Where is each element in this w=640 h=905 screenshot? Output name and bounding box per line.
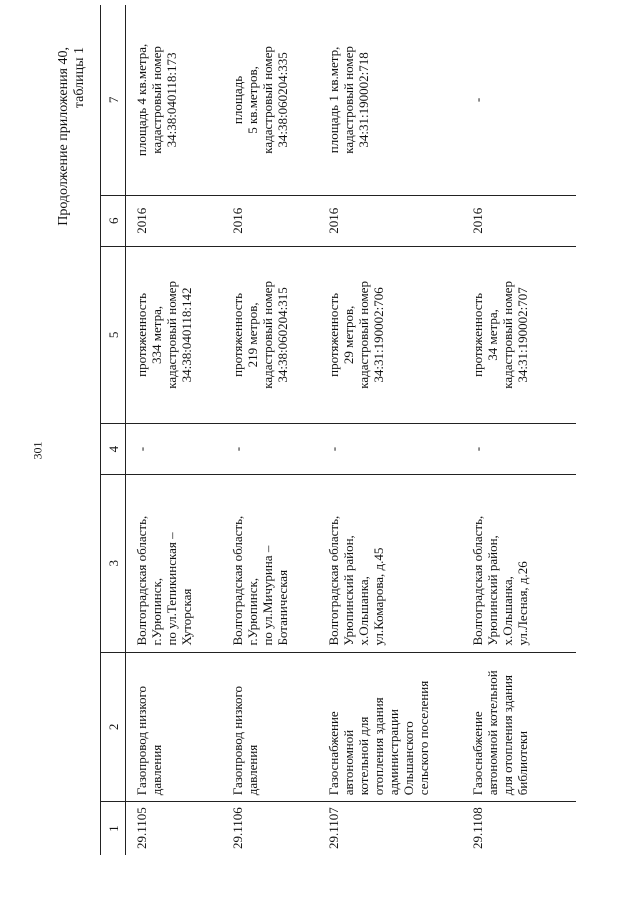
- column-header: 5: [101, 246, 126, 424]
- cell-area: -: [462, 5, 576, 195]
- cell-length: протяженность 29 метров, кадастровый номер 34:31:190002:706: [318, 246, 462, 424]
- cell-number: 29.1105: [134, 807, 149, 849]
- caption-line-1: Продолжение приложения 40,: [56, 47, 71, 226]
- column-header: 1: [101, 802, 126, 855]
- table-row: [222, 5, 318, 855]
- page-number: 301: [30, 441, 45, 460]
- cell-col4: -: [126, 424, 223, 475]
- cell-name: Газоснабжение автономной котельной для отопления здания администрации Ольшанского сельского поселения: [318, 652, 462, 802]
- cell-address: Волгоградская область, г.Урюпинск, по ул.Тепикинская – Хуторская: [126, 474, 223, 652]
- table-row: [126, 5, 223, 855]
- caption-line-2: таблицы 1: [72, 47, 87, 109]
- cell-col4: -: [318, 424, 462, 475]
- document-table: [100, 5, 576, 855]
- cell-year: 2016: [318, 195, 462, 246]
- cell-year: 2016: [462, 195, 576, 246]
- cell-length: протяженность 34 метра, кадастровый номер 34:31:190002:707: [462, 246, 576, 424]
- column-header: 6: [101, 195, 126, 246]
- cell-col4: -: [462, 424, 576, 475]
- column-header: 3: [101, 474, 126, 652]
- cell-number: 29.1107: [326, 807, 341, 849]
- cell-area: площадь 1 кв.метр, кадастровый номер 34:31:190002:718: [318, 5, 462, 195]
- cell-address: Волгоградская область, г.Урюпинск, по ул.Мичурина – Ботаническая: [222, 474, 318, 652]
- cell-name: Газопровод низкого давления: [222, 652, 318, 802]
- header-row: [101, 5, 126, 855]
- table-caption: [56, 47, 88, 226]
- cell-length: протяженность 334 метра, кадастровый номер 34:38:040118:142: [126, 246, 223, 424]
- cell-name: Газоснабжение автономной котельной для отопления здания библиотеки: [462, 652, 576, 802]
- cell-area: площадь 5 кв.метров, кадастровый номер 34:38:060204:335: [222, 5, 318, 195]
- cell-address: Волгоградская область, Урюпинский район, х.Ольшанка, ул.Комарова, д.45: [318, 474, 462, 652]
- column-header: 4: [101, 424, 126, 475]
- cell-year: 2016: [222, 195, 318, 246]
- table-row: [462, 5, 576, 855]
- cell-address: Волгоградская область, Урюпинский район, х.Ольшанка, ул.Лесная, д.26: [462, 474, 576, 652]
- cell-number: 29.1106: [230, 807, 245, 849]
- rotated-sheet: [30, 5, 620, 855]
- cell-length: протяженность 219 метров, кадастровый номер 34:38:060204:315: [222, 246, 318, 424]
- cell-col4: -: [222, 424, 318, 475]
- table-row: [318, 5, 462, 855]
- cell-name: Газопровод низкого давления: [126, 652, 223, 802]
- cell-number: 29.1108: [470, 807, 485, 849]
- cell-area: площадь 4 кв.метра, кадастровый номер 34:38:040118:173: [126, 5, 223, 195]
- column-header: 7: [101, 5, 126, 195]
- column-header: 2: [101, 652, 126, 802]
- cell-year: 2016: [126, 195, 223, 246]
